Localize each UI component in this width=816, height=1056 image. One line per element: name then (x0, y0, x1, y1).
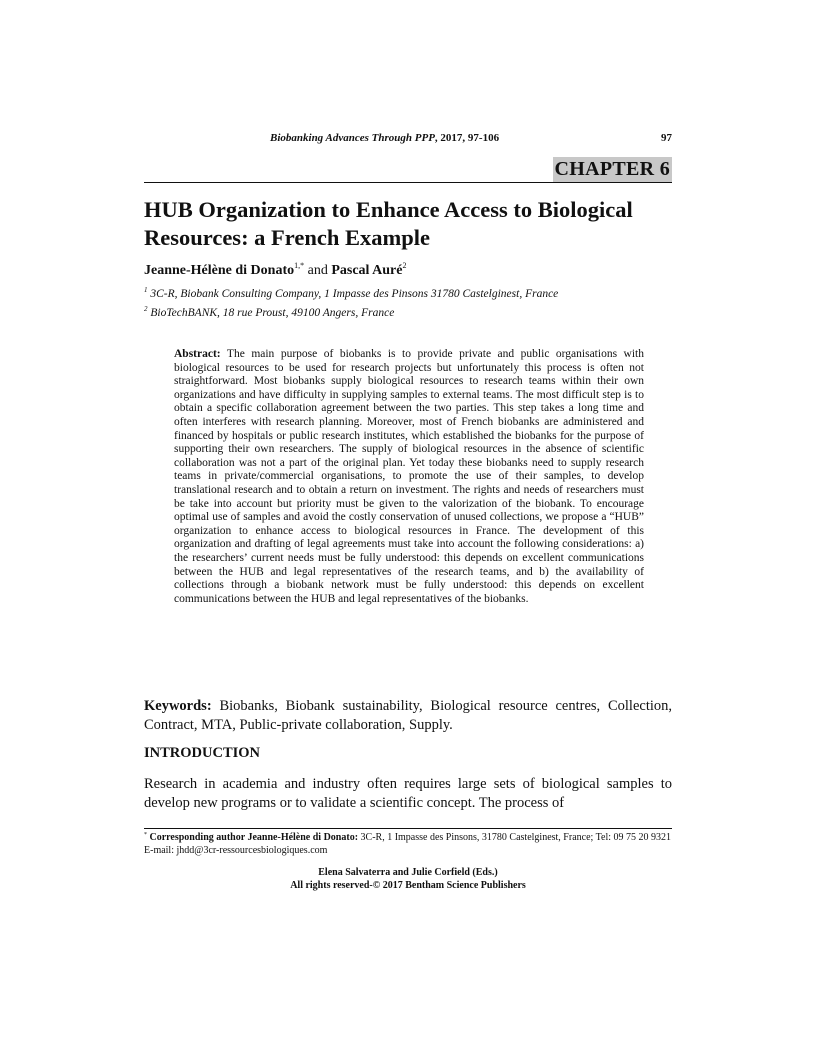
affiliation-1-text: 3C-R, Biobank Consulting Company, 1 Impasse des Pinsons 31780 Castelginest, France (147, 288, 559, 300)
rights-line: All rights reserved-© 2017 Bentham Science Publishers (290, 880, 526, 891)
affiliation-2 (144, 306, 672, 320)
footnote-text: 3C-R, 1 Impasse des Pinsons, 31780 Castelginest, France; Tel: 09 75 20 9321 E-mail: jhdd@3cr-ressourcesbiologiques.com (144, 832, 672, 856)
editors-line: Elena Salvaterra and Julie Corfield (Eds.) (318, 867, 498, 878)
journal-name: Biobanking Advances Through PPP (270, 132, 435, 144)
keywords (144, 697, 672, 735)
author-2: Pascal Auré (331, 263, 403, 278)
affiliation-1-sup: 1 (144, 286, 148, 294)
author-1-sup: 1,* (294, 261, 305, 270)
keywords-label: Keywords: (144, 698, 212, 714)
keywords-text: Biobanks, Biobank sustainability, Biological resource centres, Collection, Contract, MTA, Public-private collaboration, Supply. (144, 698, 672, 733)
running-head (144, 132, 672, 148)
footnote-label: Corresponding author Jeanne-Hélène di Donato: (147, 832, 359, 843)
abstract-text: The main purpose of biobanks is to provide private and public organisations with biological resources to be used for research projects but unfortunately this process is often not straightforward. Most biobanks supply biological resources to research teams within their own organizations and have difficulty in supplying samples to external teams. The most difficult step is to obtain a specific collaboration agreement between the two parties. This step takes a long time and often interferes with research planning. Moreover, most of French biobanks are administered and financed by hospitals or public research institutes, which established the biobanks for the purpose of supporting their own researchers. The supply of biological resources in the absence of scientific collaboration was not a part of the original plan. Yet today these biobanks need to supply research teams in private/commercial organisations, to promote the use of their samples, to develop translational research and to obtain a return on investment. The rights and needs of researchers must be take into account but priority must be given to the valorization of the biobank. To encourage optimal use of samples and avoid the costly conservation of unused collections, we propose a “HUB” organization to enhance access to biological resources in France. The development of this organization and drafting of legal agreements must take into account the following considerations: a) the researchers’ current needs must be fully understood: this depends on excellent communications between the HUB and legal representatives of the research teams, and b) the availability of collections through a biobank network must be fully understood: this depends on excellent communications between the HUB and legal representatives of the biobanks. (174, 348, 644, 605)
introduction-heading: INTRODUCTION (144, 745, 261, 761)
page-number: 97 (661, 132, 672, 144)
author-conjunction: and (304, 263, 332, 278)
abstract-label: Abstract: (174, 348, 221, 360)
footnote (144, 831, 672, 857)
author-line (144, 262, 672, 280)
affiliation-2-text: BioTechBANK, 18 rue Proust, 49100 Angers, France (147, 307, 395, 319)
journal-citation (270, 132, 499, 144)
journal-year-pages: , 2017, 97-106 (434, 132, 500, 144)
abstract (174, 348, 644, 606)
chapter-rule (144, 182, 672, 183)
affiliation-1 (144, 287, 672, 301)
publisher-info (144, 866, 672, 892)
author-2-sup: 2 (402, 261, 407, 270)
chapter-label: CHAPTER 6 (554, 158, 670, 180)
chapter-title: HUB Organization to Enhance Access to Biological Resources: a French Example (144, 197, 633, 250)
author-1: Jeanne-Hélène di Donato (144, 263, 295, 278)
footnote-sup: * (144, 832, 147, 838)
introduction-text: Research in academia and industry often requires large sets of biological samples to develop new programs or to validate a scientific concept. The process of (144, 776, 672, 811)
footnote-rule (144, 828, 672, 829)
affiliation-2-sup: 2 (144, 305, 148, 313)
